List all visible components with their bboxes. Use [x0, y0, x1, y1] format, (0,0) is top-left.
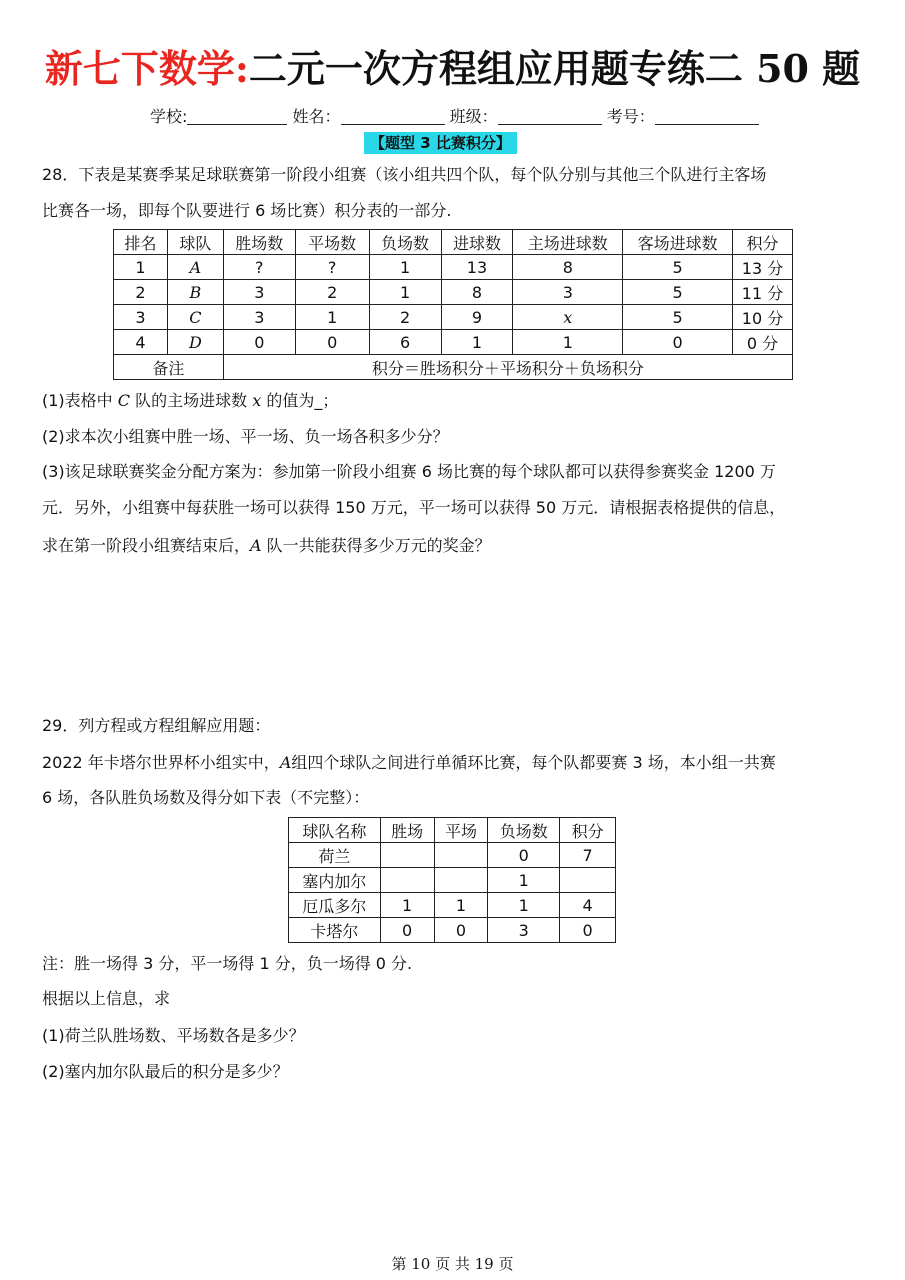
q28-table-header: [114, 230, 793, 255]
header-cell: 负场数: [369, 230, 441, 255]
student-info-line: [150, 104, 759, 127]
table-cell: 0: [223, 330, 295, 355]
header-cell: 负场数: [488, 818, 560, 843]
q29-line1: 29．列方程或方程组解应用题：: [42, 716, 271, 735]
table-cell: 卡塔尔: [289, 918, 381, 943]
table-row: [114, 330, 793, 355]
sub1-text-b: 队的主场进球数: [130, 391, 253, 410]
q29-note: 注：胜一场得 3 分，平一场得 1 分，负一场得 0 分.: [42, 954, 413, 973]
table-cell: [434, 843, 488, 868]
table-cell: 2: [114, 280, 168, 305]
table-cell: 3: [513, 280, 623, 305]
header-cell: 积分: [560, 818, 616, 843]
q28-sub3-line2: 元．另外，小组赛中每获胜一场可以获得 150 万元，平一场可以获得 50 万元．请根据表格提供的信息，: [42, 498, 786, 517]
header-cell: 积分: [733, 230, 793, 255]
table-cell: 0: [560, 918, 616, 943]
number-blank[interactable]: [655, 108, 759, 125]
table-cell: 5: [623, 255, 733, 280]
table-cell: A: [167, 255, 223, 280]
header-cell: 球队名称: [289, 818, 381, 843]
q29-text-b: 组四个球队之间进行单循环比赛，每个队都要赛 3 场，本小组一共赛: [291, 753, 776, 772]
table-row: [114, 255, 793, 280]
q29-line2: [42, 751, 776, 775]
table-row: [114, 280, 793, 305]
table-row: [289, 918, 616, 943]
number-label: 考号：: [606, 107, 655, 126]
q28-sub3-line3: [42, 534, 491, 558]
table-cell: 0 分: [733, 330, 793, 355]
page-title: [0, 38, 905, 93]
sub1-text-c: 的值为_；: [261, 391, 339, 410]
table-cell: 13: [441, 255, 513, 280]
school-blank[interactable]: [187, 108, 287, 125]
table-row: [289, 868, 616, 893]
table-cell: 厄瓜多尔: [289, 893, 381, 918]
table-cell: 0: [380, 918, 434, 943]
table-cell: 1: [369, 255, 441, 280]
table-cell: 2: [295, 280, 369, 305]
header-cell: 平场数: [295, 230, 369, 255]
table-cell: 5: [623, 305, 733, 330]
table-cell: 4: [560, 893, 616, 918]
table-cell: 3: [223, 305, 295, 330]
table-row: [114, 305, 793, 330]
q28-sub3-line1: (3)该足球联赛奖金分配方案为：参加第一阶段小组赛 6 场比赛的每个球队都可以获得参赛奖金 1200 万: [42, 462, 776, 481]
table-cell: 1: [114, 255, 168, 280]
q29-sub1: (1)荷兰队胜场数、平场数各是多少？: [42, 1026, 305, 1045]
table-cell: 1: [488, 868, 560, 893]
title-red-part: 新七下数学:: [44, 46, 249, 91]
header-cell: 主场进球数: [513, 230, 623, 255]
table-cell: D: [167, 330, 223, 355]
title-black-part: 二元一次方程组应用题专练二 50 题: [248, 46, 861, 91]
table-cell: x: [513, 305, 623, 330]
header-cell: 排名: [114, 230, 168, 255]
table-cell: 6: [369, 330, 441, 355]
table-note-row: [114, 355, 793, 380]
q29-table-header: [289, 818, 616, 843]
q29-text-a: 2022 年卡塔尔世界杯小组实中，: [42, 753, 280, 772]
table-cell: 1: [295, 305, 369, 330]
header-cell: 客场进球数: [623, 230, 733, 255]
class-blank[interactable]: [498, 108, 602, 125]
q28-sub1: [42, 389, 338, 413]
table-cell: B: [167, 280, 223, 305]
table-cell: 8: [513, 255, 623, 280]
table-cell: 0: [434, 918, 488, 943]
table-cell: 0: [488, 843, 560, 868]
table-cell: 4: [114, 330, 168, 355]
class-label: 班级：: [449, 107, 498, 126]
table-cell: 塞内加尔: [289, 868, 381, 893]
header-cell: 平场: [434, 818, 488, 843]
table-cell: 1: [434, 893, 488, 918]
table-cell: 3: [114, 305, 168, 330]
table-cell: 2: [369, 305, 441, 330]
q29-ask: 根据以上信息，求: [42, 989, 171, 1008]
table-cell: [434, 868, 488, 893]
page-footer: 第 10 页 共 19 页: [391, 1255, 514, 1273]
table-cell: 7: [560, 843, 616, 868]
table-cell: 5: [623, 280, 733, 305]
table-cell: 10 分: [733, 305, 793, 330]
name-label: 姓名：: [292, 107, 341, 126]
table-cell: 1: [369, 280, 441, 305]
table-cell: 1: [380, 893, 434, 918]
q29-sub2: (2)塞内加尔队最后的积分是多少？: [42, 1062, 289, 1081]
table-cell: 荷兰: [289, 843, 381, 868]
table-row: [289, 843, 616, 868]
header-cell: 胜场: [380, 818, 434, 843]
table-cell: 13 分: [733, 255, 793, 280]
header-cell: 进球数: [441, 230, 513, 255]
section-tag: 【题型 3 比赛积分】: [364, 132, 517, 154]
table-row: [289, 893, 616, 918]
q28-line1: 28．下表是某赛季某足球联赛第一阶段小组赛（该小组共四个队，每个队分别与其他三个队进行主客场: [42, 165, 767, 184]
table-cell: [380, 843, 434, 868]
table-cell: 3: [488, 918, 560, 943]
table-cell: 0: [295, 330, 369, 355]
table-cell: ?: [295, 255, 369, 280]
table-cell: 1: [488, 893, 560, 918]
sub3-text-b: 队一共能获得多少万元的奖金？: [261, 536, 491, 555]
q28-table: [113, 229, 793, 380]
q29-var-a: A: [279, 753, 292, 772]
q29-table: [288, 817, 616, 943]
sub3-var-a: A: [250, 536, 262, 555]
sub3-text-a: 求在第一阶段小组赛结束后，: [42, 536, 251, 555]
sub1-var-x: x: [252, 391, 262, 410]
table-cell: 1: [441, 330, 513, 355]
table-cell: 0: [623, 330, 733, 355]
header-cell: 胜场数: [223, 230, 295, 255]
table-cell: C: [167, 305, 223, 330]
sub1-var-c: C: [117, 391, 131, 410]
table-cell: 1: [513, 330, 623, 355]
q29-line3: 6 场，各队胜负场数及得分如下表（不完整）：: [42, 788, 370, 807]
table-cell: [560, 868, 616, 893]
table-cell: [380, 868, 434, 893]
note-label: 备注: [114, 355, 224, 380]
table-cell: 3: [223, 280, 295, 305]
table-cell: 11 分: [733, 280, 793, 305]
table-cell: ?: [223, 255, 295, 280]
name-blank[interactable]: [341, 108, 445, 125]
sub1-text-a: (1)表格中: [42, 391, 118, 410]
table-cell: 9: [441, 305, 513, 330]
header-cell: 球队: [167, 230, 223, 255]
note-text: 积分＝胜场积分＋平场积分＋负场积分: [223, 355, 792, 380]
table-cell: 8: [441, 280, 513, 305]
q28-line2: 比赛各一场，即每个队要进行 6 场比赛）积分表的一部分.: [42, 201, 452, 220]
q28-sub2: (2)求本次小组赛中胜一场、平一场、负一场各积多少分？: [42, 427, 449, 446]
school-label: 学校:: [150, 107, 188, 126]
